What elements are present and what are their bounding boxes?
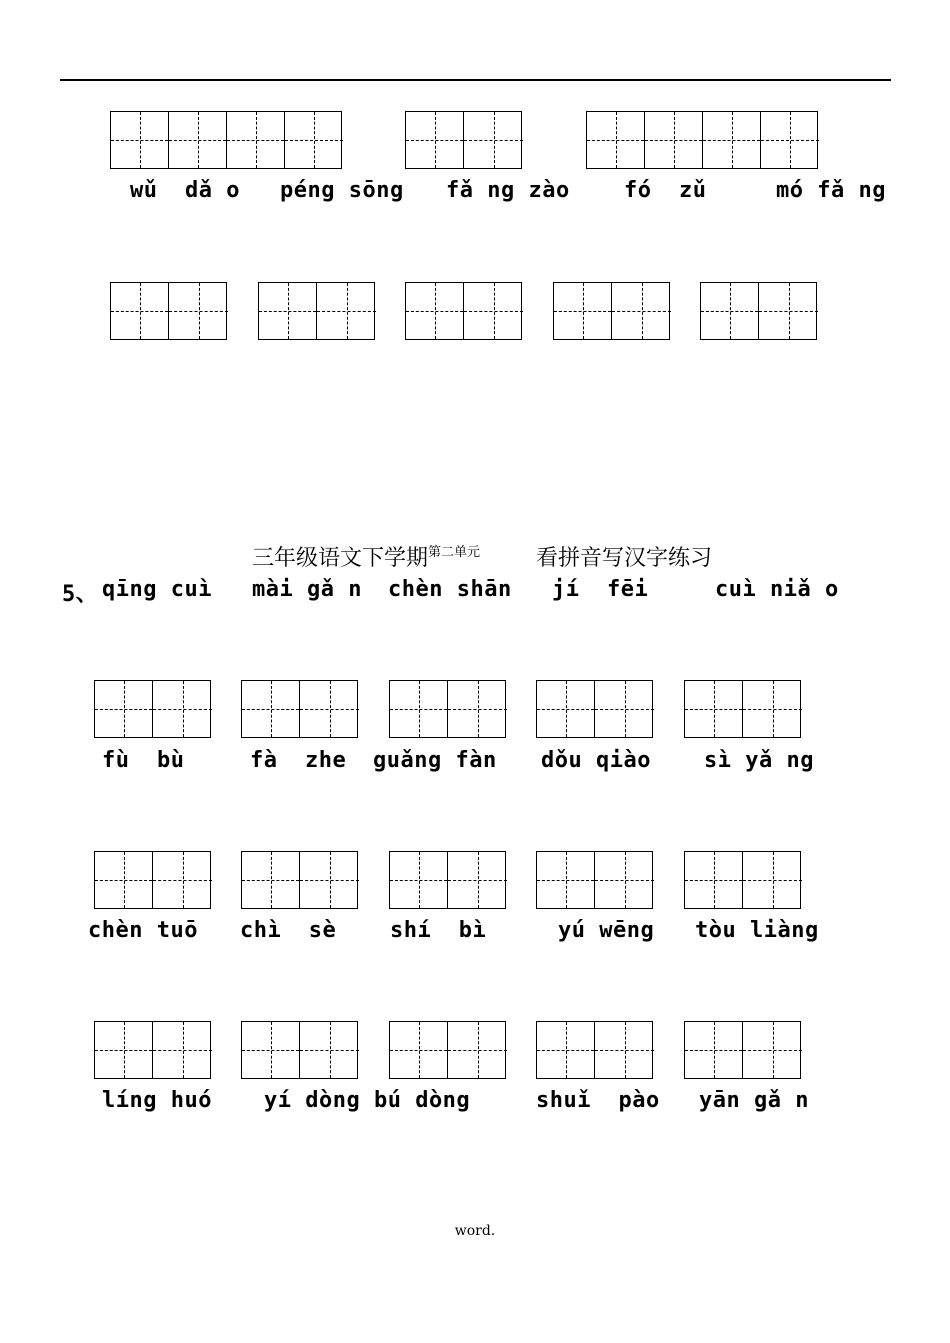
writing-grid-2[interactable] [389, 1021, 506, 1079]
pinyin-word: chèn tuō [88, 918, 198, 943]
writing-grid-2[interactable] [700, 282, 817, 340]
writing-grid-2[interactable] [241, 1021, 358, 1079]
writing-grid-2[interactable] [536, 851, 653, 909]
page-footer: word. [454, 1223, 496, 1239]
pinyin-word: wǔ dǎ o [130, 178, 240, 203]
pinyin-word: yí dòng bú dòng [264, 1088, 471, 1113]
writing-grid-2[interactable] [684, 851, 801, 909]
title-task: 看拼音写汉字练习 [535, 546, 712, 571]
pinyin-word: péng sōng [280, 178, 404, 203]
writing-grid-2[interactable] [241, 851, 358, 909]
writing-grid-4[interactable] [110, 111, 342, 169]
pinyin-word: shí bì [390, 918, 487, 943]
pinyin-word: tòu liàng [695, 918, 819, 943]
writing-grid-2[interactable] [94, 1021, 211, 1079]
pinyin-word: mó fǎ ng [776, 178, 886, 203]
pinyin-word: fù bù [102, 748, 185, 773]
writing-grid-2[interactable] [258, 282, 375, 340]
title-grade: 三年级语文下学期 [252, 546, 429, 571]
section-title [0, 516, 950, 572]
writing-grid-2[interactable] [241, 680, 358, 738]
writing-grid-2[interactable] [684, 680, 801, 738]
writing-grid-4[interactable] [586, 111, 818, 169]
writing-grid-2[interactable] [405, 111, 522, 169]
pinyin-word: líng huó [102, 1088, 212, 1113]
writing-grid-2[interactable] [94, 680, 211, 738]
writing-grid-2[interactable] [94, 851, 211, 909]
writing-grid-2[interactable] [389, 680, 506, 738]
pinyin-word: qīng cuì [102, 577, 212, 602]
item-number: 5、 [62, 582, 99, 607]
pinyin-word: chì sè [240, 918, 337, 943]
writing-grid-2[interactable] [389, 851, 506, 909]
pinyin-word: sì yǎ ng [704, 748, 814, 773]
pinyin-word: yú wēng [558, 918, 655, 943]
pinyin-word: fǎ ng zào [446, 178, 570, 203]
pinyin-word: cuì niǎ o [715, 577, 839, 602]
pinyin-word: chèn shān [388, 577, 512, 602]
pinyin-word: guǎng fàn [373, 748, 497, 773]
pinyin-word: dǒu qiào [541, 748, 651, 773]
writing-grid-2[interactable] [553, 282, 670, 340]
writing-grid-2[interactable] [684, 1021, 801, 1079]
pinyin-word: mài gǎ n [252, 577, 362, 602]
pinyin-word: shuǐ pào [536, 1088, 660, 1113]
writing-grid-2[interactable] [536, 1021, 653, 1079]
writing-grid-2[interactable] [405, 282, 522, 340]
header-rule [60, 79, 891, 81]
writing-grid-2[interactable] [110, 282, 227, 340]
pinyin-word: jí fēi [552, 577, 649, 602]
pinyin-word: fà zhe [250, 748, 347, 773]
writing-grid-2[interactable] [536, 680, 653, 738]
pinyin-word: fó zǔ [624, 178, 707, 203]
title-unit: 第二单元 [428, 545, 481, 560]
pinyin-word: yān gǎ n [699, 1088, 809, 1113]
